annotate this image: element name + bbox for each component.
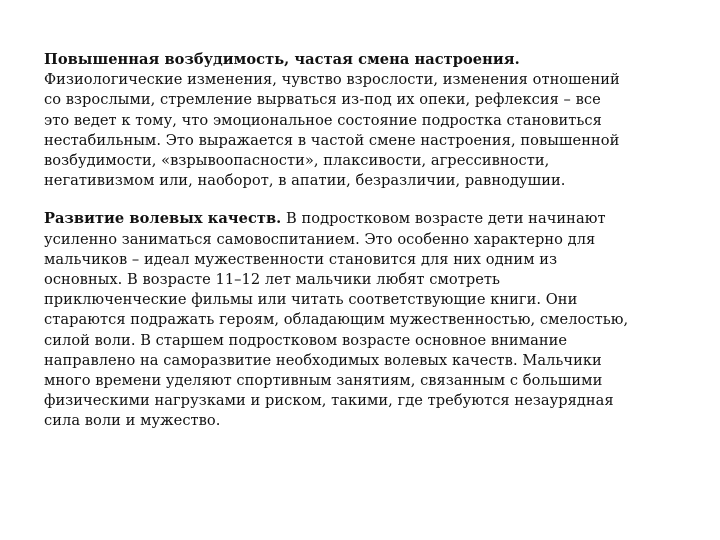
text-line: негативизмом или, наоборот, в апатии, безразличии, равнодушии. [44,172,566,190]
paragraph-mood-swings [44,50,684,191]
text-line: направлено на саморазвитие необходимых волевых качеств. Мальчики [44,351,602,369]
text-line: физическими нагрузками и риском, такими, где требуются незаурядная [44,392,614,410]
text-line: Физиологические изменения, чувство взрослости, изменения отношений [44,71,620,89]
paragraph-heading: Повышенная возбудимость, частая смена настроения. [44,51,520,68]
text-line: нестабильным. Это выражается в частой смене настроения, повышенной [44,131,620,149]
text-line: это ведет к тому, что эмоциональное состояние подростка становиться [44,111,602,129]
paragraph-volitional-qualities [44,209,684,431]
paragraph-heading: Развитие волевых качеств. [44,210,282,228]
text-line: возбудимости, «взрывоопасности», плаксивости, агрессивности, [44,152,550,170]
text-line [44,209,684,229]
text-line: сила воли и мужество. [44,412,221,430]
text-line: много времени уделяют спортивным занятиям, связанным с большими [44,372,603,390]
text-line: мальчиков – идеал мужественности становится для них одним из [44,250,558,268]
slide-text-body [44,50,684,432]
text-line: стараются подражать героям, обладающим мужественностью, смелостью, [44,311,629,329]
text-line: силой воли. В старшем подростковом возрасте основное внимание [44,331,568,349]
text-run: В подростковом возрасте дети начинают [281,210,606,228]
text-line: приключенческие фильмы или читать соответствующие книги. Они [44,291,578,309]
text-line: усиленно заниматься самовоспитанием. Это особенно характерно для [44,230,596,248]
text-line: со взрослыми, стремление вырваться из-под их опеки, рефлексия – все [44,91,601,109]
text-line: основных. В возрасте 11–12 лет мальчики любят смотреть [44,271,501,289]
